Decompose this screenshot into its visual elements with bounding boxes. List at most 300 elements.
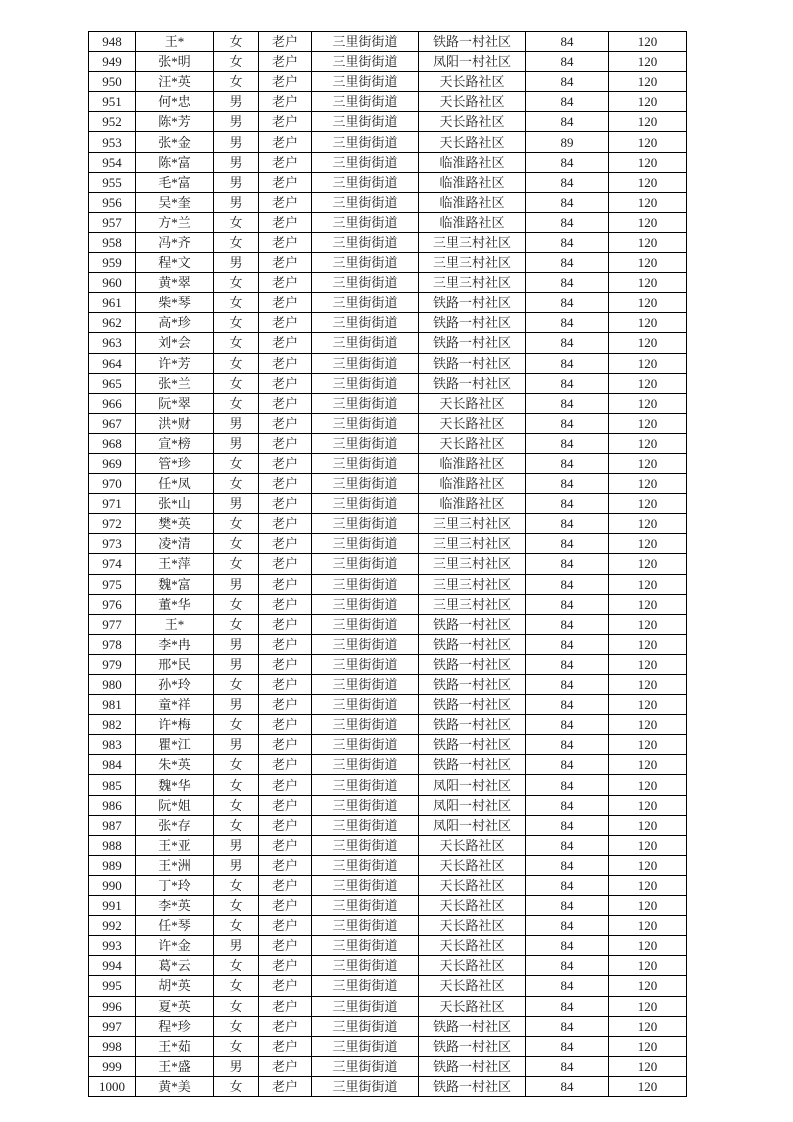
table-row — [89, 1036, 687, 1056]
cell-name: 黄*翠 — [136, 273, 214, 293]
cell-value-b: 120 — [609, 1056, 687, 1076]
table-row — [89, 534, 687, 554]
cell-value-a: 84 — [526, 896, 609, 916]
cell-street: 三里街街道 — [312, 172, 419, 192]
cell-value-b: 120 — [609, 273, 687, 293]
cell-name: 阮*翠 — [136, 393, 214, 413]
cell-street: 三里街街道 — [312, 715, 419, 735]
table-row — [89, 313, 687, 333]
cell-street: 三里街街道 — [312, 916, 419, 936]
cell-household-type: 老户 — [259, 614, 312, 634]
cell-value-b: 120 — [609, 956, 687, 976]
table-row — [89, 413, 687, 433]
cell-serial: 971 — [89, 494, 136, 514]
cell-name: 董*华 — [136, 594, 214, 614]
cell-gender: 男 — [214, 253, 259, 273]
cell-street: 三里街街道 — [312, 112, 419, 132]
cell-serial: 977 — [89, 614, 136, 634]
cell-gender: 女 — [214, 52, 259, 72]
table-row — [89, 654, 687, 674]
cell-name: 任*琴 — [136, 916, 214, 936]
cell-value-b: 120 — [609, 112, 687, 132]
cell-value-b: 120 — [609, 212, 687, 232]
table-row — [89, 212, 687, 232]
cell-name: 李*英 — [136, 896, 214, 916]
cell-street: 三里街街道 — [312, 815, 419, 835]
cell-value-a: 84 — [526, 715, 609, 735]
cell-serial: 967 — [89, 413, 136, 433]
cell-community: 临淮路社区 — [419, 172, 526, 192]
cell-name: 吴*奎 — [136, 192, 214, 212]
cell-community: 三里三村社区 — [419, 253, 526, 273]
table-row — [89, 72, 687, 92]
cell-serial: 961 — [89, 293, 136, 313]
cell-household-type: 老户 — [259, 815, 312, 835]
cell-value-b: 120 — [609, 172, 687, 192]
cell-gender: 女 — [214, 353, 259, 373]
cell-value-b: 120 — [609, 634, 687, 654]
cell-community: 临淮路社区 — [419, 212, 526, 232]
cell-street: 三里街街道 — [312, 574, 419, 594]
cell-name: 葛*云 — [136, 956, 214, 976]
cell-household-type: 老户 — [259, 695, 312, 715]
table-row — [89, 916, 687, 936]
cell-name: 宣*榜 — [136, 433, 214, 453]
cell-street: 三里街街道 — [312, 232, 419, 252]
cell-name: 邢*民 — [136, 654, 214, 674]
table-row — [89, 253, 687, 273]
cell-serial: 955 — [89, 172, 136, 192]
cell-household-type: 老户 — [259, 393, 312, 413]
cell-name: 阮*姐 — [136, 795, 214, 815]
cell-value-a: 84 — [526, 433, 609, 453]
cell-value-b: 120 — [609, 192, 687, 212]
cell-street: 三里街街道 — [312, 32, 419, 52]
cell-value-b: 120 — [609, 413, 687, 433]
cell-household-type: 老户 — [259, 855, 312, 875]
cell-serial: 994 — [89, 956, 136, 976]
cell-street: 三里街街道 — [312, 373, 419, 393]
table-body — [89, 32, 687, 1097]
cell-community: 天长路社区 — [419, 413, 526, 433]
cell-community: 天长路社区 — [419, 875, 526, 895]
cell-gender: 女 — [214, 313, 259, 333]
cell-household-type: 老户 — [259, 835, 312, 855]
cell-street: 三里街街道 — [312, 614, 419, 634]
cell-name: 王*茹 — [136, 1036, 214, 1056]
cell-serial: 956 — [89, 192, 136, 212]
cell-household-type: 老户 — [259, 192, 312, 212]
cell-household-type: 老户 — [259, 654, 312, 674]
cell-name: 汪*英 — [136, 72, 214, 92]
cell-name: 胡*英 — [136, 976, 214, 996]
table-row — [89, 815, 687, 835]
table-row — [89, 755, 687, 775]
cell-household-type: 老户 — [259, 634, 312, 654]
table-row — [89, 675, 687, 695]
cell-household-type: 老户 — [259, 755, 312, 775]
cell-community: 铁路一村社区 — [419, 634, 526, 654]
cell-serial: 973 — [89, 534, 136, 554]
cell-community: 铁路一村社区 — [419, 755, 526, 775]
cell-serial: 965 — [89, 373, 136, 393]
cell-household-type: 老户 — [259, 333, 312, 353]
cell-value-b: 120 — [609, 855, 687, 875]
cell-value-a: 84 — [526, 614, 609, 634]
cell-community: 临淮路社区 — [419, 474, 526, 494]
cell-name: 张*山 — [136, 494, 214, 514]
cell-street: 三里街街道 — [312, 855, 419, 875]
cell-name: 夏*英 — [136, 996, 214, 1016]
cell-value-a: 84 — [526, 675, 609, 695]
cell-name: 刘*会 — [136, 333, 214, 353]
cell-name: 张*金 — [136, 132, 214, 152]
cell-value-a: 84 — [526, 353, 609, 373]
cell-value-a: 84 — [526, 855, 609, 875]
cell-serial: 985 — [89, 775, 136, 795]
table-row — [89, 614, 687, 634]
cell-name: 瞿*江 — [136, 735, 214, 755]
cell-value-b: 120 — [609, 996, 687, 1016]
cell-household-type: 老户 — [259, 413, 312, 433]
cell-value-b: 120 — [609, 474, 687, 494]
cell-value-b: 120 — [609, 293, 687, 313]
cell-community: 临淮路社区 — [419, 494, 526, 514]
cell-serial: 975 — [89, 574, 136, 594]
cell-name: 管*珍 — [136, 453, 214, 473]
cell-value-a: 84 — [526, 654, 609, 674]
cell-gender: 男 — [214, 192, 259, 212]
table-row — [89, 574, 687, 594]
cell-street: 三里街街道 — [312, 1056, 419, 1076]
table-row — [89, 232, 687, 252]
cell-household-type: 老户 — [259, 896, 312, 916]
cell-value-b: 120 — [609, 574, 687, 594]
table-row — [89, 32, 687, 52]
table-row — [89, 695, 687, 715]
cell-name: 张*存 — [136, 815, 214, 835]
cell-household-type: 老户 — [259, 715, 312, 735]
cell-serial: 997 — [89, 1016, 136, 1036]
cell-gender: 女 — [214, 1016, 259, 1036]
cell-name: 洪*财 — [136, 413, 214, 433]
table-row — [89, 936, 687, 956]
cell-name: 柴*琴 — [136, 293, 214, 313]
cell-street: 三里街街道 — [312, 253, 419, 273]
table-row — [89, 634, 687, 654]
cell-serial: 984 — [89, 755, 136, 775]
cell-gender: 男 — [214, 634, 259, 654]
cell-community: 天长路社区 — [419, 72, 526, 92]
cell-name: 陈*富 — [136, 152, 214, 172]
cell-street: 三里街街道 — [312, 835, 419, 855]
cell-value-b: 120 — [609, 775, 687, 795]
cell-gender: 女 — [214, 212, 259, 232]
cell-gender: 男 — [214, 132, 259, 152]
cell-value-a: 84 — [526, 313, 609, 333]
cell-serial: 966 — [89, 393, 136, 413]
cell-community: 凤阳一村社区 — [419, 775, 526, 795]
cell-serial: 954 — [89, 152, 136, 172]
cell-gender: 男 — [214, 92, 259, 112]
table-row — [89, 996, 687, 1016]
cell-street: 三里街街道 — [312, 554, 419, 574]
cell-serial: 952 — [89, 112, 136, 132]
cell-serial: 991 — [89, 896, 136, 916]
cell-street: 三里街街道 — [312, 152, 419, 172]
cell-community: 三里三村社区 — [419, 554, 526, 574]
cell-value-b: 120 — [609, 614, 687, 634]
cell-household-type: 老户 — [259, 976, 312, 996]
cell-value-a: 84 — [526, 1036, 609, 1056]
cell-gender: 女 — [214, 1076, 259, 1096]
cell-value-b: 120 — [609, 253, 687, 273]
cell-gender: 女 — [214, 614, 259, 634]
cell-value-a: 84 — [526, 936, 609, 956]
cell-serial: 981 — [89, 695, 136, 715]
cell-value-b: 120 — [609, 875, 687, 895]
cell-value-b: 120 — [609, 896, 687, 916]
table-row — [89, 715, 687, 735]
cell-value-a: 84 — [526, 574, 609, 594]
cell-household-type: 老户 — [259, 92, 312, 112]
cell-gender: 女 — [214, 72, 259, 92]
table-row — [89, 735, 687, 755]
cell-serial: 953 — [89, 132, 136, 152]
cell-gender: 男 — [214, 433, 259, 453]
cell-serial: 968 — [89, 433, 136, 453]
cell-serial: 993 — [89, 936, 136, 956]
cell-household-type: 老户 — [259, 273, 312, 293]
cell-community: 天长路社区 — [419, 112, 526, 132]
cell-value-b: 120 — [609, 32, 687, 52]
cell-community: 铁路一村社区 — [419, 735, 526, 755]
cell-gender: 女 — [214, 232, 259, 252]
cell-value-a: 84 — [526, 815, 609, 835]
cell-household-type: 老户 — [259, 534, 312, 554]
cell-serial: 976 — [89, 594, 136, 614]
cell-household-type: 老户 — [259, 72, 312, 92]
cell-household-type: 老户 — [259, 32, 312, 52]
cell-value-a: 84 — [526, 996, 609, 1016]
cell-value-a: 84 — [526, 453, 609, 473]
cell-serial: 959 — [89, 253, 136, 273]
cell-household-type: 老户 — [259, 433, 312, 453]
cell-value-b: 120 — [609, 92, 687, 112]
cell-name: 王*盛 — [136, 1056, 214, 1076]
cell-value-b: 120 — [609, 52, 687, 72]
cell-name: 冯*齐 — [136, 232, 214, 252]
cell-gender: 女 — [214, 976, 259, 996]
cell-name: 程*文 — [136, 253, 214, 273]
cell-name: 王*洲 — [136, 855, 214, 875]
cell-community: 天长路社区 — [419, 132, 526, 152]
table-row — [89, 956, 687, 976]
cell-value-a: 84 — [526, 192, 609, 212]
cell-household-type: 老户 — [259, 152, 312, 172]
registry-table — [88, 31, 687, 1097]
table-row — [89, 896, 687, 916]
cell-name: 何*忠 — [136, 92, 214, 112]
cell-household-type: 老户 — [259, 172, 312, 192]
cell-value-a: 84 — [526, 735, 609, 755]
cell-community: 三里三村社区 — [419, 534, 526, 554]
cell-community: 凤阳一村社区 — [419, 795, 526, 815]
cell-serial: 949 — [89, 52, 136, 72]
cell-street: 三里街街道 — [312, 453, 419, 473]
cell-street: 三里街街道 — [312, 1076, 419, 1096]
table-row — [89, 152, 687, 172]
cell-community: 天长路社区 — [419, 896, 526, 916]
table-row — [89, 433, 687, 453]
cell-gender: 女 — [214, 373, 259, 393]
cell-value-b: 120 — [609, 654, 687, 674]
cell-gender: 男 — [214, 695, 259, 715]
cell-gender: 女 — [214, 393, 259, 413]
table-row — [89, 293, 687, 313]
cell-value-b: 120 — [609, 152, 687, 172]
cell-gender: 女 — [214, 896, 259, 916]
cell-community: 天长路社区 — [419, 433, 526, 453]
cell-serial: 982 — [89, 715, 136, 735]
cell-value-a: 84 — [526, 634, 609, 654]
cell-community: 铁路一村社区 — [419, 1036, 526, 1056]
cell-street: 三里街街道 — [312, 293, 419, 313]
cell-value-b: 120 — [609, 916, 687, 936]
cell-household-type: 老户 — [259, 1076, 312, 1096]
cell-value-a: 84 — [526, 393, 609, 413]
cell-street: 三里街街道 — [312, 192, 419, 212]
cell-street: 三里街街道 — [312, 72, 419, 92]
cell-serial: 989 — [89, 855, 136, 875]
cell-community: 天长路社区 — [419, 855, 526, 875]
cell-serial: 998 — [89, 1036, 136, 1056]
cell-gender: 女 — [214, 775, 259, 795]
cell-community: 铁路一村社区 — [419, 1016, 526, 1036]
table-row — [89, 333, 687, 353]
cell-street: 三里街街道 — [312, 1036, 419, 1056]
cell-street: 三里街街道 — [312, 936, 419, 956]
cell-household-type: 老户 — [259, 132, 312, 152]
table-row — [89, 453, 687, 473]
table-row — [89, 775, 687, 795]
table-row — [89, 393, 687, 413]
table-row — [89, 192, 687, 212]
cell-street: 三里街街道 — [312, 976, 419, 996]
cell-gender: 女 — [214, 875, 259, 895]
cell-serial: 987 — [89, 815, 136, 835]
cell-street: 三里街街道 — [312, 52, 419, 72]
cell-value-a: 84 — [526, 112, 609, 132]
cell-gender: 男 — [214, 855, 259, 875]
cell-street: 三里街街道 — [312, 273, 419, 293]
cell-household-type: 老户 — [259, 996, 312, 1016]
cell-serial: 958 — [89, 232, 136, 252]
cell-name: 张*兰 — [136, 373, 214, 393]
cell-value-a: 84 — [526, 695, 609, 715]
cell-value-a: 84 — [526, 333, 609, 353]
cell-gender: 女 — [214, 514, 259, 534]
cell-community: 铁路一村社区 — [419, 333, 526, 353]
cell-household-type: 老户 — [259, 775, 312, 795]
cell-household-type: 老户 — [259, 353, 312, 373]
cell-household-type: 老户 — [259, 916, 312, 936]
cell-gender: 女 — [214, 453, 259, 473]
cell-gender: 男 — [214, 413, 259, 433]
cell-gender: 男 — [214, 494, 259, 514]
cell-household-type: 老户 — [259, 956, 312, 976]
cell-serial: 951 — [89, 92, 136, 112]
cell-community: 天长路社区 — [419, 835, 526, 855]
cell-value-b: 120 — [609, 1016, 687, 1036]
cell-value-a: 84 — [526, 916, 609, 936]
cell-community: 三里三村社区 — [419, 514, 526, 534]
table-row — [89, 835, 687, 855]
cell-serial: 962 — [89, 313, 136, 333]
cell-street: 三里街街道 — [312, 212, 419, 232]
cell-gender: 女 — [214, 996, 259, 1016]
cell-value-b: 120 — [609, 72, 687, 92]
cell-value-a: 84 — [526, 293, 609, 313]
cell-street: 三里街街道 — [312, 634, 419, 654]
cell-value-b: 120 — [609, 514, 687, 534]
cell-gender: 男 — [214, 112, 259, 132]
cell-value-a: 84 — [526, 373, 609, 393]
cell-value-b: 120 — [609, 835, 687, 855]
cell-name: 王*亚 — [136, 835, 214, 855]
cell-household-type: 老户 — [259, 675, 312, 695]
cell-value-b: 120 — [609, 1076, 687, 1096]
cell-name: 许*金 — [136, 936, 214, 956]
cell-name: 樊*英 — [136, 514, 214, 534]
cell-name: 魏*富 — [136, 574, 214, 594]
cell-gender: 女 — [214, 273, 259, 293]
table-row — [89, 92, 687, 112]
cell-value-b: 120 — [609, 815, 687, 835]
cell-value-b: 120 — [609, 735, 687, 755]
cell-gender: 女 — [214, 815, 259, 835]
table-row — [89, 976, 687, 996]
cell-name: 丁*玲 — [136, 875, 214, 895]
cell-value-a: 84 — [526, 1016, 609, 1036]
cell-value-a: 84 — [526, 72, 609, 92]
cell-value-b: 120 — [609, 675, 687, 695]
table-row — [89, 52, 687, 72]
cell-name: 凌*清 — [136, 534, 214, 554]
cell-name: 魏*华 — [136, 775, 214, 795]
cell-community: 铁路一村社区 — [419, 313, 526, 333]
cell-community: 天长路社区 — [419, 996, 526, 1016]
cell-household-type: 老户 — [259, 313, 312, 333]
cell-value-a: 84 — [526, 474, 609, 494]
cell-value-a: 84 — [526, 976, 609, 996]
cell-value-a: 84 — [526, 1076, 609, 1096]
cell-community: 天长路社区 — [419, 956, 526, 976]
cell-community: 凤阳一村社区 — [419, 52, 526, 72]
cell-street: 三里街街道 — [312, 594, 419, 614]
cell-street: 三里街街道 — [312, 695, 419, 715]
cell-name: 许*梅 — [136, 715, 214, 735]
cell-community: 天长路社区 — [419, 393, 526, 413]
cell-street: 三里街街道 — [312, 474, 419, 494]
cell-gender: 女 — [214, 32, 259, 52]
cell-street: 三里街街道 — [312, 654, 419, 674]
cell-gender: 女 — [214, 795, 259, 815]
cell-street: 三里街街道 — [312, 433, 419, 453]
cell-value-b: 120 — [609, 132, 687, 152]
table-row — [89, 514, 687, 534]
cell-street: 三里街街道 — [312, 996, 419, 1016]
